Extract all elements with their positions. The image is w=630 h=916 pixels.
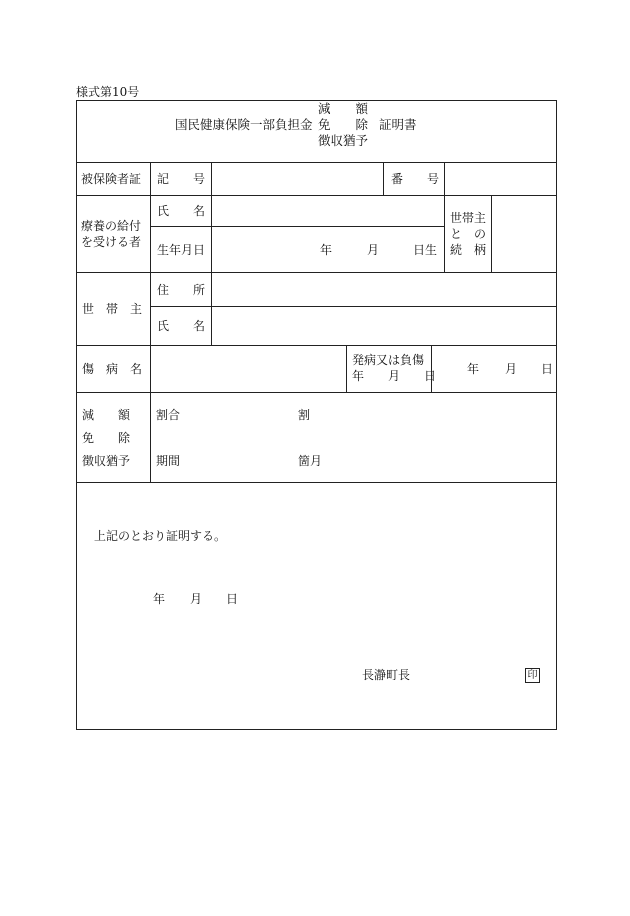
householder-label: 世 帯 主 [82,302,143,316]
certification-year-unit: 年 [153,592,166,606]
period-label: 期間 [156,454,181,468]
col-divider [444,162,445,272]
householder-address-label: 住 所 [157,283,206,297]
relation-label-line3: 続 柄 [450,243,487,257]
deferral-label: 徴収猶予 [82,454,131,468]
col-divider [211,162,212,345]
row-divider [76,392,557,393]
insured-card-label: 被保険者証 [81,172,142,186]
recipient-name-label: 氏 名 [157,204,206,218]
period-unit: 箇月 [298,454,323,468]
row-divider [150,226,444,227]
certification-month-unit: 月 [190,592,203,606]
form-border-top [76,100,557,101]
rate-label: 割合 [156,408,181,422]
birth-month-unit: 月 [367,243,380,257]
col-divider [150,162,151,482]
birth-year-unit: 年 [320,243,333,257]
relation-label-line2: と の [450,227,487,241]
birth-day-unit: 日生 [413,243,438,257]
title-option-reduction: 減 額 [318,101,369,116]
exemption-label: 免 除 [82,431,131,445]
reduction-label: 減 額 [82,408,131,422]
injury-name-label: 傷 病 名 [82,362,143,376]
col-divider [383,162,384,195]
certification-statement: 上記のとおり証明する。 [94,529,227,543]
form-border-bottom [76,729,557,730]
certification-day-unit: 日 [226,592,239,606]
col-divider [346,345,347,392]
row-divider [76,272,557,273]
row-divider [76,162,557,163]
title-option-deferral: 徴収猶予 [318,133,369,148]
title-option-exemption: 免 除 [318,117,369,132]
onset-year-unit: 年 [467,362,480,376]
seal-mark: 印 [525,668,540,683]
onset-month-unit: 月 [505,362,518,376]
onset-label-line2: 年 月 日 [352,369,437,383]
relation-label-line1: 世帯主 [450,211,487,225]
onset-day-unit: 日 [541,362,554,376]
col-divider [491,195,492,272]
householder-name-label: 氏 名 [157,319,206,333]
issuer-title: 長瀞町長 [362,668,411,682]
row-divider [76,345,557,346]
recipient-label-line2: を受ける者 [81,235,142,249]
number-label: 番 号 [391,172,440,186]
rate-unit: 割 [298,408,311,422]
symbol-label: 記 号 [157,172,206,186]
row-divider [76,195,557,196]
onset-label-line1: 発病又は負傷 [352,353,425,367]
row-divider [76,482,557,483]
form-number: 様式第10号 [76,85,140,99]
title-main: 国民健康保険一部負担金 [175,117,313,132]
birth-date-label: 生年月日 [157,243,206,257]
recipient-label-line1: 療養の給付 [81,219,142,233]
title-suffix: 証明書 [379,117,417,132]
